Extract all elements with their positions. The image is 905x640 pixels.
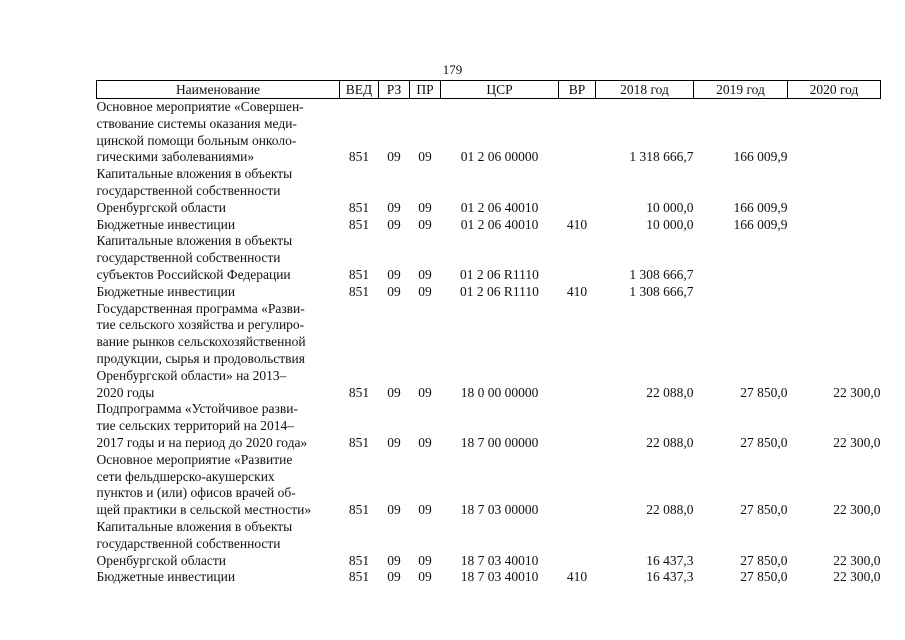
row-vr [559,99,596,167]
row-ved: 851 [348,502,370,518]
row-name: Капитальные вложения в объекты государственной собственности Оренбургской области [96,166,293,215]
table-row [97,233,881,283]
header-rz: РЗ [379,81,410,99]
row-pr: 09 [418,434,432,450]
row-rz: 09 [387,216,401,232]
header-2020: 2020 год [788,81,881,99]
row-csr: 01 2 06 40010 [460,216,539,232]
row-2018: 22 088,0 [646,502,694,518]
row-name: Основное мероприятие «Развитие сети фельдшерско-акушерских пунктов и (или) офисов врачей об- щей практики в сельской местности» [96,451,312,518]
row-2019: 166 009,9 [733,199,788,215]
row-vr [559,519,596,569]
table-row [97,301,881,402]
row-ved: 851 [348,216,370,232]
row-name: Капитальные вложения в объекты государственной собственности субъектов Российской Федерации [96,233,293,282]
row-rz: 09 [387,149,401,165]
row-vr [559,233,596,283]
row-name: Капитальные вложения в объекты государственной собственности Оренбургской области [96,518,293,568]
row-2020: 22 300,0 [833,384,881,400]
header-2018: 2018 год [596,81,694,99]
row-2019: 27 850,0 [740,552,788,568]
row-2018: 1 318 666,7 [629,149,694,165]
row-2018: 22 088,0 [646,434,694,450]
table-row [97,166,881,216]
table-row [97,519,881,569]
row-pr: 09 [418,552,432,568]
row-pr: 09 [418,384,432,400]
row-2020 [788,284,881,301]
row-name: Бюджетные инвестиции [96,216,236,232]
row-pr: 09 [418,216,432,232]
row-vr [559,301,596,402]
row-name: Подпрограмма «Устойчивое разви- тие сельских территорий на 2014– 2017 годы и на период до 2020 года» [96,401,308,450]
row-ved: 851 [348,266,370,282]
row-2018: 1 308 666,7 [629,283,694,299]
row-2019 [694,284,788,301]
row-rz: 09 [387,434,401,450]
table-row [97,99,881,167]
header-2019: 2019 год [694,81,788,99]
row-ved: 851 [348,552,370,568]
row-2018: 10 000,0 [646,199,694,215]
row-2018: 1 308 666,7 [629,266,694,282]
row-ved: 851 [348,384,370,400]
row-ved: 851 [348,569,370,585]
row-2018: 10 000,0 [646,216,694,232]
header-ved: ВЕД [340,81,379,99]
row-csr: 01 2 06 40010 [460,199,539,215]
row-2018: 22 088,0 [646,384,694,400]
row-rz: 09 [387,283,401,299]
row-csr: 18 0 00 00000 [460,384,539,400]
table-row [97,284,881,301]
row-pr: 09 [418,199,432,215]
row-name: Государственная программа «Разви- тие сельского хозяйства и регулиро- вание рынков сельскохозяйственной продукции, сырья и продовольствия Оренбургской области» на 2013– 2020 годы [96,300,306,400]
row-ved: 851 [348,434,370,450]
row-csr: 01 2 06 R1110 [460,283,539,299]
row-name: Бюджетные инвестиции [96,569,236,585]
row-csr: 18 7 03 40010 [460,569,539,585]
row-rz: 09 [387,502,401,518]
row-2020 [788,99,881,167]
row-csr: 01 2 06 R1110 [460,266,539,282]
row-2019: 27 850,0 [740,434,788,450]
row-name: Основное мероприятие «Совершен- ствование системы оказания меди- цинской помощи больным онколо- гическими заболеваниями» [96,99,304,165]
row-rz: 09 [387,552,401,568]
budget-table [96,80,881,586]
row-pr: 09 [418,283,432,299]
table-header-row [97,81,881,99]
row-ved: 851 [348,199,370,215]
row-rz: 09 [387,199,401,215]
row-csr: 18 7 00 00000 [460,434,539,450]
table-row [97,452,881,519]
header-pr: ПР [410,81,441,99]
row-csr: 18 7 03 40010 [460,552,539,568]
row-2019: 27 850,0 [740,569,788,585]
row-rz: 09 [387,384,401,400]
row-2020: 22 300,0 [833,569,881,585]
row-pr: 09 [418,266,432,282]
page-number: 179 [442,62,463,77]
row-2019: 27 850,0 [740,384,788,400]
row-2020: 22 300,0 [833,502,881,518]
row-rz: 09 [387,266,401,282]
row-2019: 27 850,0 [740,502,788,518]
header-vr: ВР [559,81,596,99]
row-vr: 410 [566,569,588,585]
row-ved: 851 [348,283,370,299]
row-2019 [694,233,788,283]
row-vr: 410 [566,216,588,232]
header-name: Наименование [97,81,340,99]
row-pr: 09 [418,502,432,518]
row-name: Бюджетные инвестиции [96,283,236,299]
table-row [97,569,881,586]
row-csr: 01 2 06 00000 [460,149,539,165]
row-2020 [788,233,881,283]
table-row [97,401,881,451]
row-2018: 16 437,3 [646,569,694,585]
row-csr: 18 7 03 00000 [460,502,539,518]
row-2020: 22 300,0 [833,434,881,450]
row-2020 [788,166,881,216]
row-pr: 09 [418,569,432,585]
row-2019: 166 009,9 [733,149,788,165]
row-2018: 16 437,3 [646,552,694,568]
row-ved: 851 [348,149,370,165]
row-rz: 09 [387,569,401,585]
row-vr [559,452,596,519]
table-row [97,217,881,234]
row-2019: 166 009,9 [733,216,788,232]
header-csr: ЦСР [441,81,559,99]
row-vr [559,401,596,451]
row-vr [559,166,596,216]
row-2020: 22 300,0 [833,552,881,568]
row-2020 [788,217,881,234]
row-pr: 09 [418,149,432,165]
row-vr: 410 [566,283,588,299]
